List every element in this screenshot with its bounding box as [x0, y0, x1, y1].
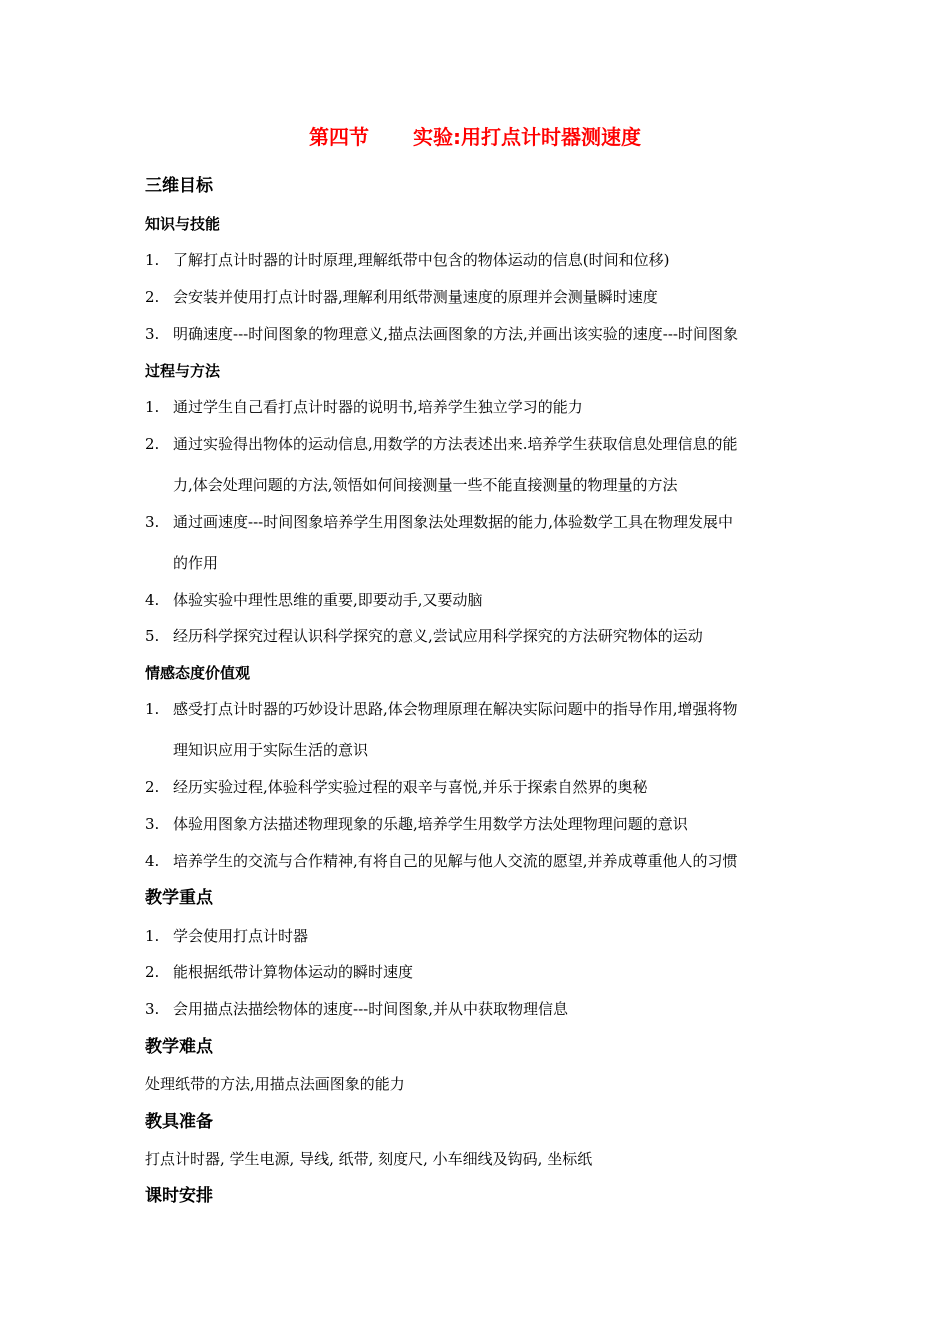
- list-number: 3.: [145, 513, 160, 531]
- section-heading-difficulties: 教学难点: [145, 1037, 213, 1057]
- section-heading-objectives: 三维目标: [145, 176, 213, 196]
- list-number: 2.: [145, 288, 160, 306]
- list-number: 3.: [145, 325, 160, 343]
- list-text: 体验用图象方法描述物理现象的乐趣,培养学生用数学方法处理物理问题的意识: [173, 815, 688, 833]
- section-heading-equipment: 教具准备: [145, 1112, 213, 1132]
- list-number: 1.: [145, 927, 160, 945]
- list-text: 了解打点计时器的计时原理,理解纸带中包含的物体运动的信息(时间和位移): [173, 251, 670, 269]
- list-number: 2.: [145, 435, 160, 453]
- subheading-emotion: 情感态度价值观: [145, 664, 251, 682]
- page-title: [0, 121, 950, 150]
- subheading-process: 过程与方法: [145, 362, 221, 380]
- list-number: 3.: [145, 815, 160, 833]
- list-text: 学会使用打点计时器: [173, 927, 309, 945]
- list-number: 5.: [145, 627, 160, 645]
- list-text: 会安装并使用打点计时器,理解利用纸带测量速度的原理并会测量瞬时速度: [173, 288, 658, 306]
- list-text: 能根据纸带计算物体运动的瞬时速度: [173, 963, 414, 981]
- list-text: 明确速度---时间图象的物理意义,描点法画图象的方法,并画出该实验的速度---时间图象: [173, 325, 738, 343]
- list-text: 通过画速度---时间图象培养学生用图象法处理数据的能力,体验数学工具在物理发展中: [173, 513, 733, 531]
- list-text: 通过学生自己看打点计时器的说明书,培养学生独立学习的能力: [173, 398, 583, 416]
- list-text-continued: 力,体会处理问题的方法,领悟如何间接测量一些不能直接测量的物理量的方法: [173, 476, 678, 494]
- list-text: 经历实验过程,体验科学实验过程的艰辛与喜悦,并乐于探索自然界的奥秘: [173, 778, 648, 796]
- list-text: 体验实验中理性思维的重要,即要动手,又要动脑: [173, 591, 483, 609]
- list-text-continued: 理知识应用于实际生活的意识: [173, 741, 369, 759]
- list-number: 2.: [145, 778, 160, 796]
- list-text: 感受打点计时器的巧妙设计思路,体会物理原理在解决实际问题中的指导作用,增强将物: [173, 700, 738, 718]
- list-number: 2.: [145, 963, 160, 981]
- list-number: 4.: [145, 591, 160, 609]
- list-number: 1.: [145, 700, 160, 718]
- list-text: 通过实验得出物体的运动信息,用数学的方法表述出来.培养学生获取信息处理信息的能: [173, 435, 738, 453]
- chapter-label: 第四节: [309, 125, 369, 149]
- list-number: 1.: [145, 398, 160, 416]
- list-text: 会用描点法描绘物体的速度---时间图象,并从中获取物理信息: [173, 1000, 568, 1018]
- section-heading-key-points: 教学重点: [145, 888, 213, 908]
- list-text: 培养学生的交流与合作精神,有将自己的见解与他人交流的愿望,并养成尊重他人的习惯: [173, 852, 738, 870]
- lesson-title: 实验:用打点计时器测速度: [413, 125, 641, 149]
- list-number: 4.: [145, 852, 160, 870]
- list-number: 3.: [145, 1000, 160, 1018]
- section-heading-schedule: 课时安排: [145, 1186, 213, 1206]
- equipment-text: 打点计时器, 学生电源, 导线, 纸带, 刻度尺, 小车细线及钩码, 坐标纸: [145, 1150, 593, 1168]
- difficulties-text: 处理纸带的方法,用描点法画图象的能力: [145, 1075, 405, 1093]
- list-text-continued: 的作用: [173, 554, 219, 572]
- subheading-knowledge: 知识与技能: [145, 215, 221, 233]
- list-number: 1.: [145, 251, 160, 269]
- list-text: 经历科学探究过程认识科学探究的意义,尝试应用科学探究的方法研究物体的运动: [173, 627, 703, 645]
